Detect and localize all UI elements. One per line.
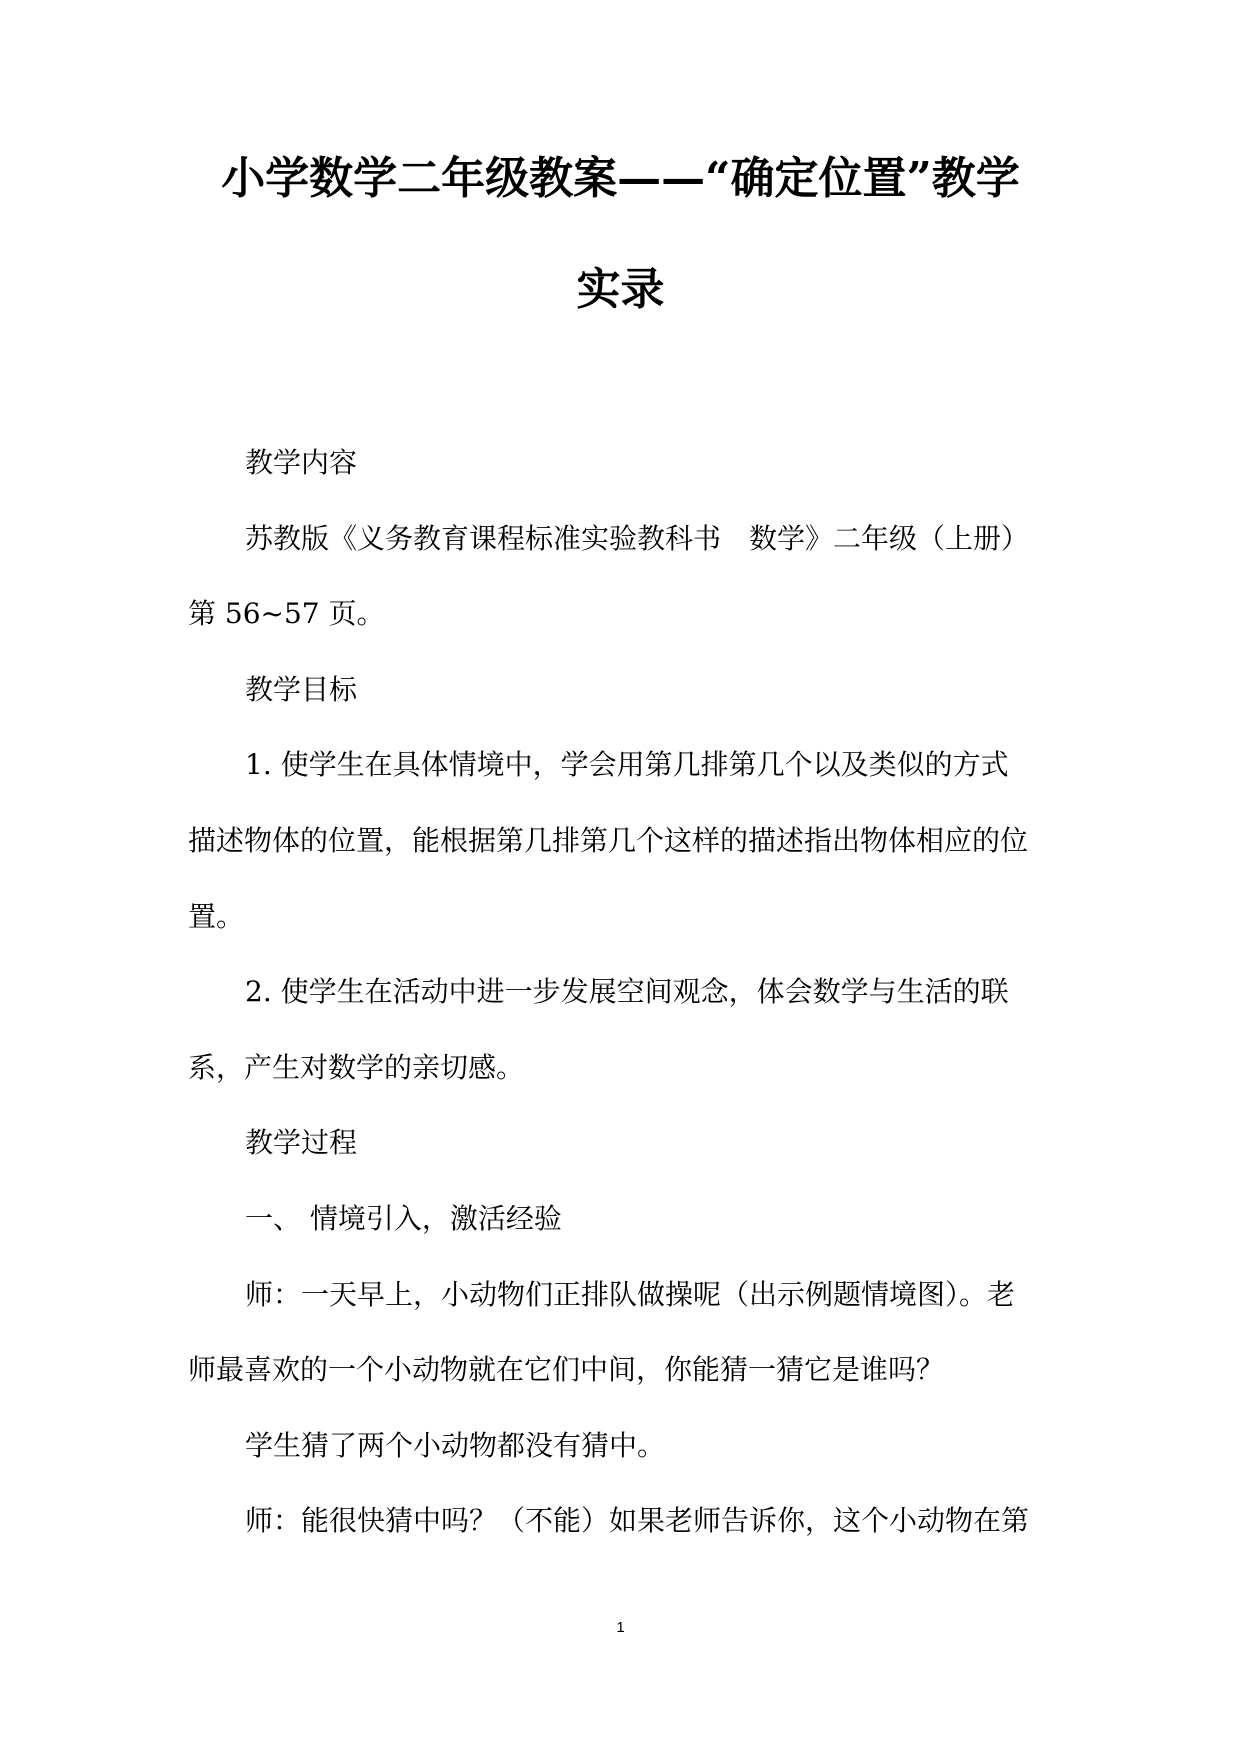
paragraph-line: 系，产生对数学的亲切感。 [188,1051,525,1084]
section-heading-teaching-goals: 教学目标 [245,673,358,706]
document-title-line-1: 小学数学二年级教案——“确定位置”教学 [221,153,1020,204]
page-number: 1 [616,1619,625,1636]
paragraph-line: 师最喜欢的一个小动物就在它们中间，你能猜一猜它是谁吗？ [188,1353,945,1386]
section-heading-teaching-process: 教学过程 [245,1126,358,1159]
subsection-heading: 一、 情境引入，激活经验 [245,1202,562,1235]
paragraph-line: 学生猜了两个小动物都没有猜中。 [245,1429,666,1462]
paragraph-line: 第 56~57 页。 [188,597,385,630]
section-heading-teaching-content: 教学内容 [245,446,358,479]
paragraph-line: 师：能很快猜中吗？（不能）如果老师告诉你，这个小动物在第 [245,1504,1030,1537]
document-title-line-2: 实录 [576,264,665,315]
paragraph-line: 置。 [188,900,245,933]
paragraph-line: 1. 使学生在具体情境中，学会用第几排第几个以及类似的方式 [245,748,1009,781]
paragraph-line: 苏教版《义务教育课程标准实验教科书 数学》二年级（上册） [245,522,1030,555]
paragraph-line: 师：一天早上，小动物们正排队做操呢（出示例题情境图）。老 [245,1278,1016,1311]
paragraph-line: 2. 使学生在活动中进一步发展空间观念，体会数学与生活的联 [245,975,1009,1008]
paragraph-line: 描述物体的位置，能根据第几排第几个这样的描述指出物体相应的位 [188,824,1029,857]
